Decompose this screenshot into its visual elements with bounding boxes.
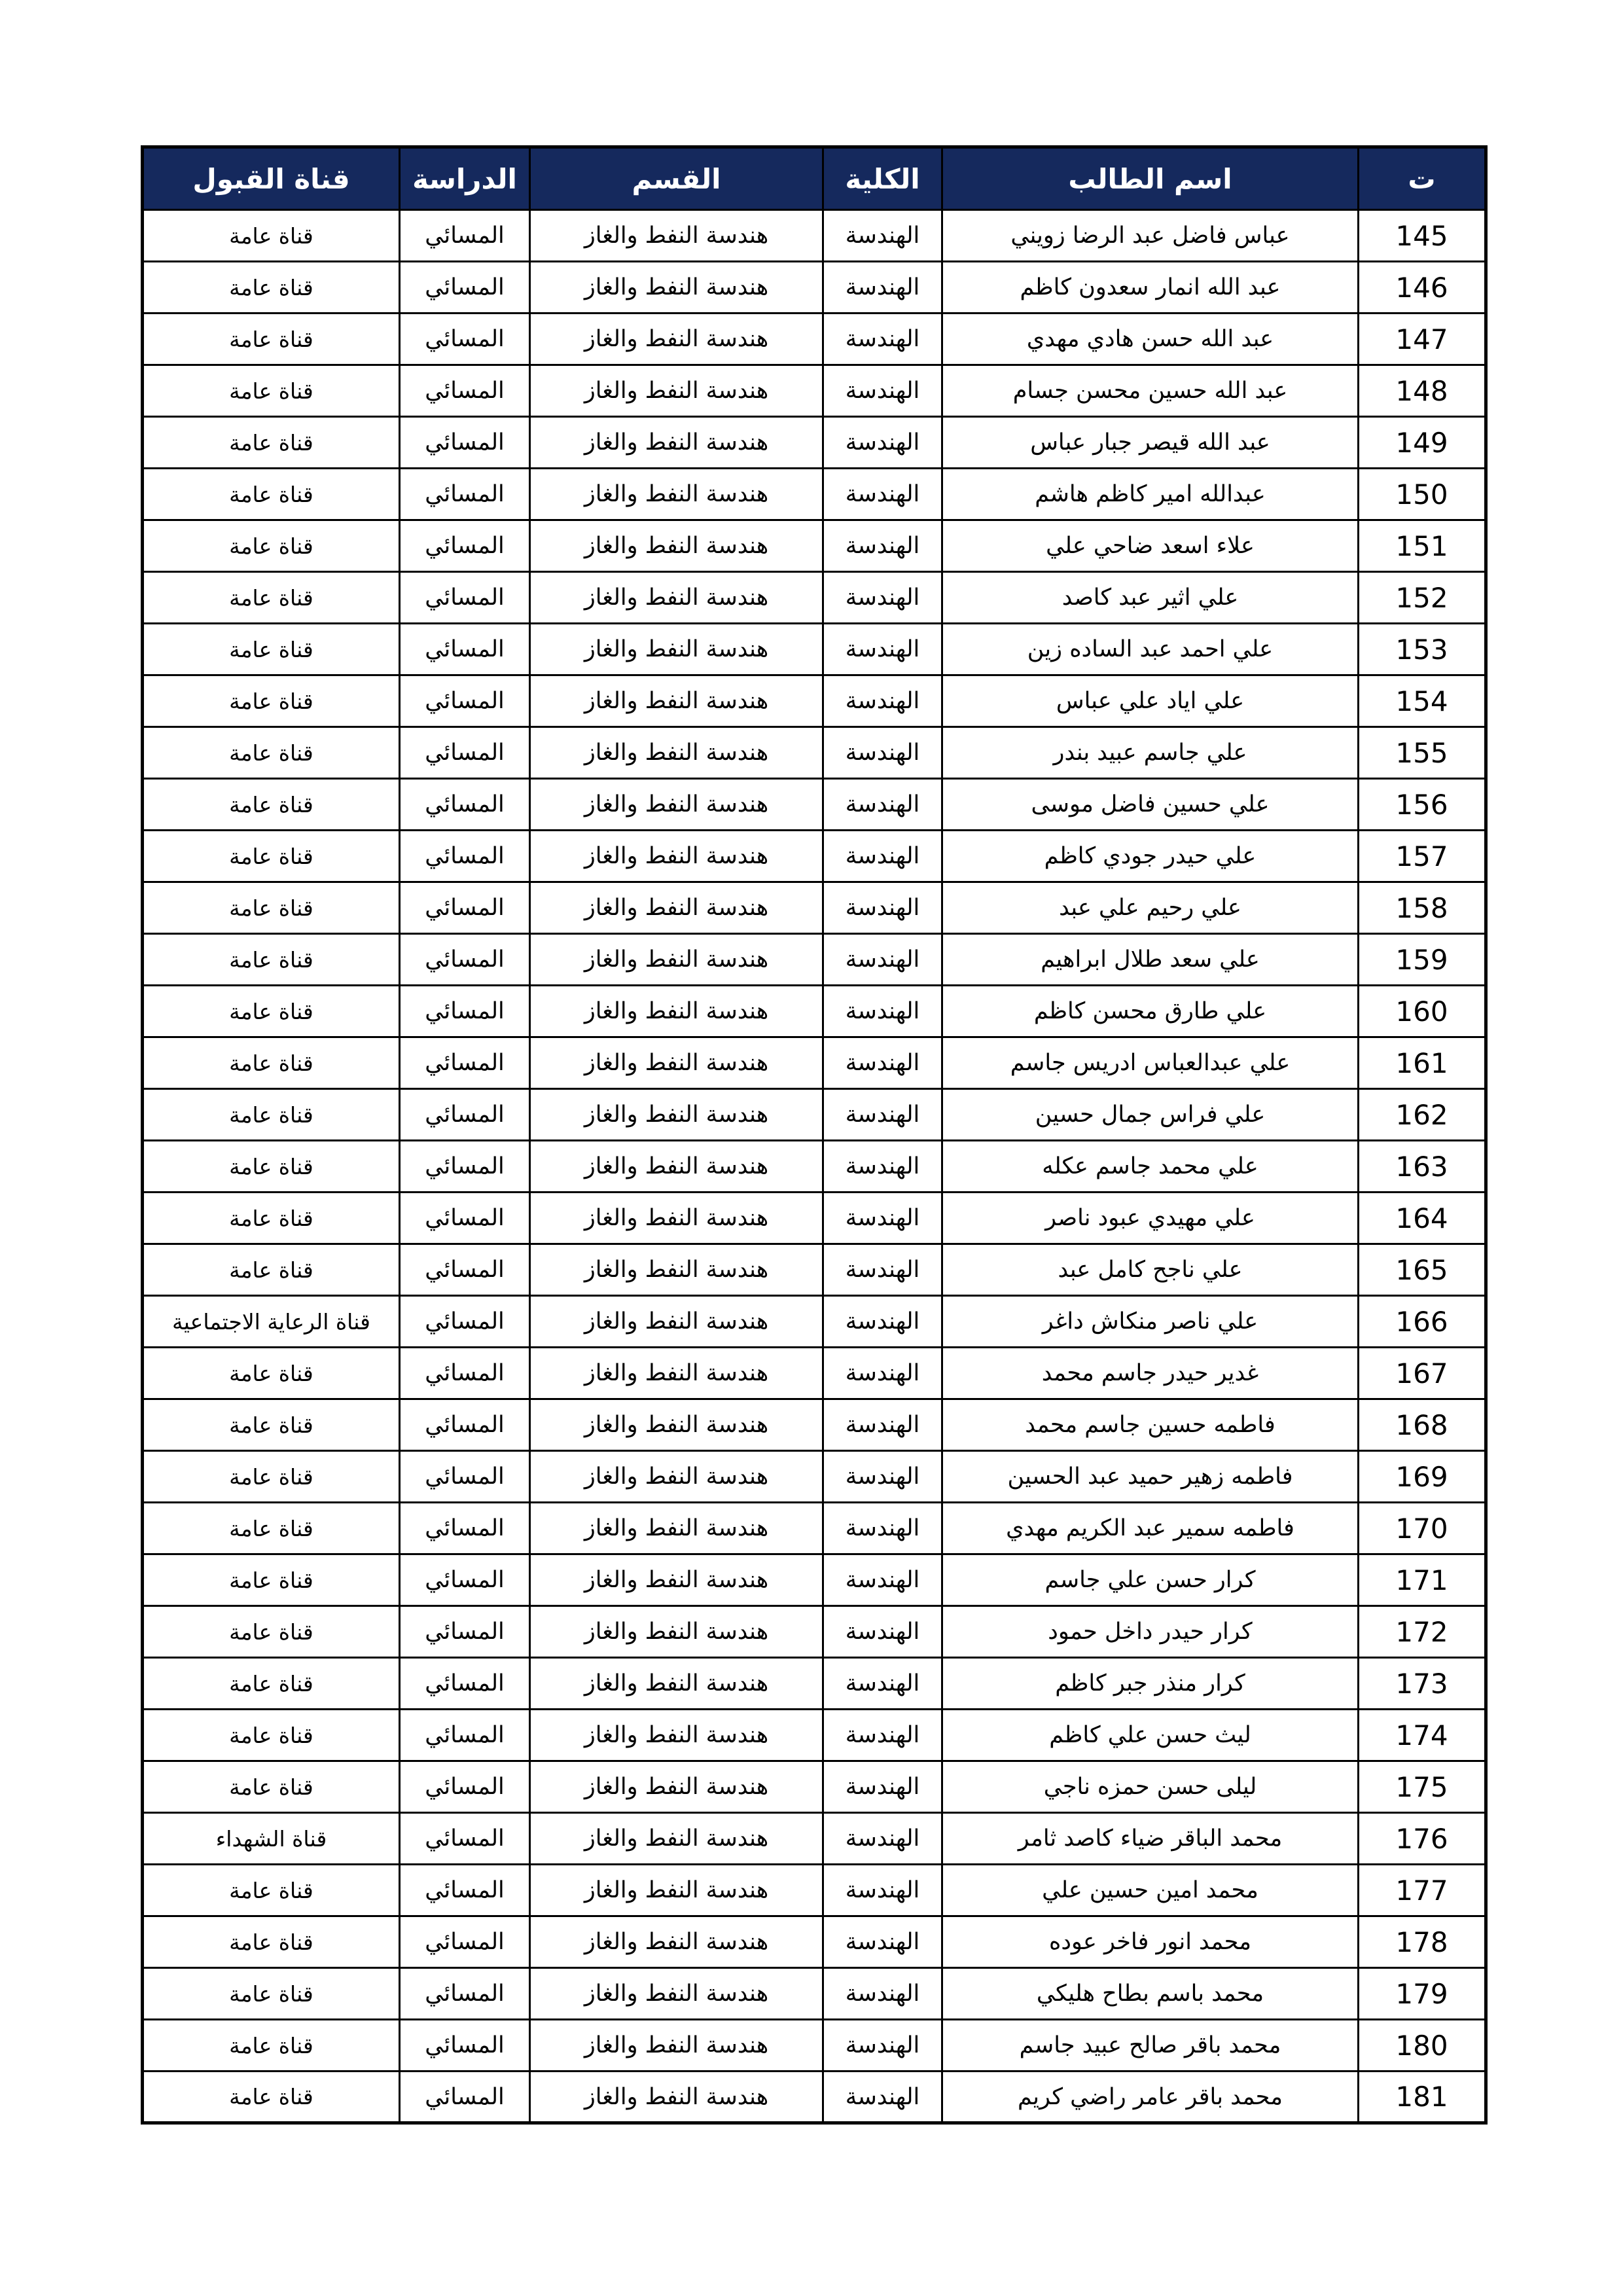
- table-row: [143, 1193, 1486, 1244]
- cell-name: علي جاسم عبيد بندر: [942, 727, 1359, 779]
- cell-study: المسائي: [400, 675, 530, 727]
- cell-name: عباس فاضل عبد الرضا زويني: [942, 210, 1359, 262]
- cell-dept: هندسة النفط والغاز: [530, 1141, 823, 1193]
- table-row: [143, 1503, 1486, 1554]
- cell-college: الهندسة: [823, 365, 942, 417]
- cell-college: الهندسة: [823, 1554, 942, 1606]
- cell-dept: هندسة النفط والغاز: [530, 1089, 823, 1141]
- cell-no: 178: [1359, 1916, 1486, 1968]
- cell-dept: هندسة النفط والغاز: [530, 572, 823, 624]
- cell-college: الهندسة: [823, 1916, 942, 1968]
- document-page: [141, 145, 1484, 2125]
- cell-channel: قناة عامة: [143, 1141, 400, 1193]
- table-row: [143, 210, 1486, 262]
- cell-name: علي اثير عبد كاصد: [942, 572, 1359, 624]
- cell-college: الهندسة: [823, 1037, 942, 1089]
- cell-study: المسائي: [400, 210, 530, 262]
- cell-dept: هندسة النفط والغاز: [530, 1037, 823, 1089]
- cell-college: الهندسة: [823, 1296, 942, 1348]
- cell-college: الهندسة: [823, 882, 942, 934]
- cell-dept: هندسة النفط والغاز: [530, 1399, 823, 1451]
- table-row: [143, 1865, 1486, 1916]
- cell-college: الهندسة: [823, 2020, 942, 2072]
- cell-college: الهندسة: [823, 1710, 942, 1761]
- cell-no: 161: [1359, 1037, 1486, 1089]
- cell-college: الهندسة: [823, 675, 942, 727]
- cell-no: 171: [1359, 1554, 1486, 1606]
- column-header-no: ت: [1359, 147, 1486, 210]
- cell-channel: قناة عامة: [143, 986, 400, 1037]
- cell-study: المسائي: [400, 882, 530, 934]
- table-row: [143, 1813, 1486, 1865]
- cell-channel: قناة عامة: [143, 1865, 400, 1916]
- cell-name: علاء اسعد ضاحي علي: [942, 520, 1359, 572]
- table-row: [143, 986, 1486, 1037]
- cell-name: ليلى حسن حمزه ناجي: [942, 1761, 1359, 1813]
- cell-study: المسائي: [400, 831, 530, 882]
- cell-name: علي عبدالعباس ادريس جاسم: [942, 1037, 1359, 1089]
- cell-college: الهندسة: [823, 1089, 942, 1141]
- cell-dept: هندسة النفط والغاز: [530, 1451, 823, 1503]
- cell-name: علي ناجح كامل عبد: [942, 1244, 1359, 1296]
- table-row: [143, 1399, 1486, 1451]
- table-row: [143, 1089, 1486, 1141]
- cell-no: 148: [1359, 365, 1486, 417]
- cell-channel: قناة عامة: [143, 934, 400, 986]
- cell-study: المسائي: [400, 624, 530, 675]
- cell-no: 155: [1359, 727, 1486, 779]
- cell-study: المسائي: [400, 1813, 530, 1865]
- cell-name: كرار منذر جبر كاظم: [942, 1658, 1359, 1710]
- cell-channel: قناة عامة: [143, 1193, 400, 1244]
- cell-dept: هندسة النفط والغاز: [530, 365, 823, 417]
- cell-name: عبد الله انمار سعدون كاظم: [942, 262, 1359, 314]
- cell-dept: هندسة النفط والغاز: [530, 1193, 823, 1244]
- cell-channel: قناة عامة: [143, 1916, 400, 1968]
- cell-name: علي احمد عبد الساده زين: [942, 624, 1359, 675]
- cell-no: 164: [1359, 1193, 1486, 1244]
- cell-no: 156: [1359, 779, 1486, 831]
- table-row: [143, 520, 1486, 572]
- cell-dept: هندسة النفط والغاز: [530, 727, 823, 779]
- cell-name: كرار حيدر داخل حمود: [942, 1606, 1359, 1658]
- cell-no: 173: [1359, 1658, 1486, 1710]
- cell-study: المسائي: [400, 1865, 530, 1916]
- cell-dept: هندسة النفط والغاز: [530, 2020, 823, 2072]
- table-row: [143, 1761, 1486, 1813]
- cell-college: الهندسة: [823, 1451, 942, 1503]
- cell-dept: هندسة النفط والغاز: [530, 417, 823, 469]
- column-header-dept: القسم: [530, 147, 823, 210]
- cell-college: الهندسة: [823, 2072, 942, 2123]
- cell-name: عبدالله امير كاظم هاشم: [942, 469, 1359, 520]
- cell-no: 154: [1359, 675, 1486, 727]
- cell-channel: قناة الشهداء: [143, 1813, 400, 1865]
- cell-dept: هندسة النفط والغاز: [530, 1244, 823, 1296]
- cell-study: المسائي: [400, 1141, 530, 1193]
- cell-study: المسائي: [400, 365, 530, 417]
- cell-name: محمد الباقر ضياء كاصد ثامر: [942, 1813, 1359, 1865]
- cell-study: المسائي: [400, 1089, 530, 1141]
- cell-college: الهندسة: [823, 1141, 942, 1193]
- cell-name: عبد الله حسن هادي مهدي: [942, 314, 1359, 365]
- cell-college: الهندسة: [823, 934, 942, 986]
- cell-college: الهندسة: [823, 1865, 942, 1916]
- cell-no: 177: [1359, 1865, 1486, 1916]
- cell-college: الهندسة: [823, 986, 942, 1037]
- cell-dept: هندسة النفط والغاز: [530, 1348, 823, 1399]
- cell-study: المسائي: [400, 1503, 530, 1554]
- table-row: [143, 262, 1486, 314]
- cell-no: 147: [1359, 314, 1486, 365]
- cell-channel: قناة عامة: [143, 365, 400, 417]
- cell-name: عبد الله حسين محسن جسام: [942, 365, 1359, 417]
- table-row: [143, 1606, 1486, 1658]
- cell-name: فاطمه زهير حميد عبد الحسين: [942, 1451, 1359, 1503]
- cell-no: 149: [1359, 417, 1486, 469]
- cell-channel: قناة عامة: [143, 1968, 400, 2020]
- cell-name: علي مهيدي عبود ناصر: [942, 1193, 1359, 1244]
- table-row: [143, 1141, 1486, 1193]
- table-row: [143, 1554, 1486, 1606]
- cell-college: الهندسة: [823, 1399, 942, 1451]
- cell-dept: هندسة النفط والغاز: [530, 210, 823, 262]
- cell-no: 167: [1359, 1348, 1486, 1399]
- cell-study: المسائي: [400, 1658, 530, 1710]
- cell-study: المسائي: [400, 1916, 530, 1968]
- table-body: [143, 210, 1486, 2123]
- table-row: [143, 314, 1486, 365]
- cell-study: المسائي: [400, 469, 530, 520]
- cell-study: المسائي: [400, 986, 530, 1037]
- cell-name: علي سعد طلال ابراهيم: [942, 934, 1359, 986]
- cell-no: 151: [1359, 520, 1486, 572]
- cell-college: الهندسة: [823, 624, 942, 675]
- table-row: [143, 469, 1486, 520]
- cell-channel: قناة عامة: [143, 1244, 400, 1296]
- cell-name: علي رحيم علي عبد: [942, 882, 1359, 934]
- cell-study: المسائي: [400, 934, 530, 986]
- cell-college: الهندسة: [823, 1606, 942, 1658]
- cell-name: فاطمه حسين جاسم محمد: [942, 1399, 1359, 1451]
- cell-no: 157: [1359, 831, 1486, 882]
- cell-name: علي اياد علي عباس: [942, 675, 1359, 727]
- cell-no: 172: [1359, 1606, 1486, 1658]
- cell-study: المسائي: [400, 1193, 530, 1244]
- cell-channel: قناة عامة: [143, 262, 400, 314]
- cell-name: عبد الله قيصر جبار عباس: [942, 417, 1359, 469]
- cell-no: 152: [1359, 572, 1486, 624]
- cell-college: الهندسة: [823, 1193, 942, 1244]
- cell-no: 145: [1359, 210, 1486, 262]
- cell-channel: قناة عامة: [143, 1554, 400, 1606]
- cell-dept: هندسة النفط والغاز: [530, 1296, 823, 1348]
- cell-no: 165: [1359, 1244, 1486, 1296]
- cell-dept: هندسة النفط والغاز: [530, 1916, 823, 1968]
- cell-dept: هندسة النفط والغاز: [530, 624, 823, 675]
- cell-channel: قناة عامة: [143, 2020, 400, 2072]
- cell-channel: قناة عامة: [143, 1761, 400, 1813]
- table-row: [143, 624, 1486, 675]
- cell-college: الهندسة: [823, 520, 942, 572]
- cell-channel: قناة عامة: [143, 882, 400, 934]
- cell-channel: قناة عامة: [143, 1399, 400, 1451]
- table-row: [143, 882, 1486, 934]
- table-row: [143, 2020, 1486, 2072]
- cell-college: الهندسة: [823, 1244, 942, 1296]
- cell-channel: قناة عامة: [143, 1658, 400, 1710]
- table-row: [143, 727, 1486, 779]
- cell-study: المسائي: [400, 417, 530, 469]
- cell-study: المسائي: [400, 779, 530, 831]
- cell-college: الهندسة: [823, 210, 942, 262]
- cell-channel: قناة عامة: [143, 1710, 400, 1761]
- cell-study: المسائي: [400, 1399, 530, 1451]
- cell-channel: قناة عامة: [143, 210, 400, 262]
- cell-study: المسائي: [400, 1761, 530, 1813]
- cell-no: 159: [1359, 934, 1486, 986]
- table-row: [143, 831, 1486, 882]
- cell-name: محمد باقر صالح عبيد جاسم: [942, 2020, 1359, 2072]
- cell-dept: هندسة النفط والغاز: [530, 1968, 823, 2020]
- cell-channel: قناة عامة: [143, 727, 400, 779]
- cell-dept: هندسة النفط والغاز: [530, 469, 823, 520]
- cell-name: علي حسين فاضل موسى: [942, 779, 1359, 831]
- cell-dept: هندسة النفط والغاز: [530, 1813, 823, 1865]
- cell-study: المسائي: [400, 2072, 530, 2123]
- cell-no: 158: [1359, 882, 1486, 934]
- cell-study: المسائي: [400, 314, 530, 365]
- cell-study: المسائي: [400, 1606, 530, 1658]
- table-row: [143, 1348, 1486, 1399]
- cell-college: الهندسة: [823, 572, 942, 624]
- cell-study: المسائي: [400, 1968, 530, 2020]
- cell-name: ليث حسن علي كاظم: [942, 1710, 1359, 1761]
- cell-channel: قناة عامة: [143, 520, 400, 572]
- table-row: [143, 2072, 1486, 2123]
- cell-no: 163: [1359, 1141, 1486, 1193]
- cell-study: المسائي: [400, 1554, 530, 1606]
- cell-channel: قناة عامة: [143, 1089, 400, 1141]
- cell-no: 179: [1359, 1968, 1486, 2020]
- cell-name: علي ناصر منكاش داغر: [942, 1296, 1359, 1348]
- cell-study: المسائي: [400, 1451, 530, 1503]
- table-row: [143, 1916, 1486, 1968]
- table-row: [143, 1244, 1486, 1296]
- cell-channel: قناة عامة: [143, 831, 400, 882]
- cell-no: 175: [1359, 1761, 1486, 1813]
- cell-channel: قناة عامة: [143, 1451, 400, 1503]
- cell-no: 174: [1359, 1710, 1486, 1761]
- cell-dept: هندسة النفط والغاز: [530, 675, 823, 727]
- cell-no: 169: [1359, 1451, 1486, 1503]
- table-row: [143, 1037, 1486, 1089]
- cell-name: فاطمه سمير عبد الكريم مهدي: [942, 1503, 1359, 1554]
- cell-name: علي طارق محسن كاظم: [942, 986, 1359, 1037]
- table-row: [143, 1968, 1486, 2020]
- cell-dept: هندسة النفط والغاز: [530, 882, 823, 934]
- cell-dept: هندسة النفط والغاز: [530, 1503, 823, 1554]
- cell-no: 153: [1359, 624, 1486, 675]
- cell-no: 150: [1359, 469, 1486, 520]
- cell-channel: قناة عامة: [143, 675, 400, 727]
- cell-no: 168: [1359, 1399, 1486, 1451]
- cell-channel: قناة الرعاية الاجتماعية: [143, 1296, 400, 1348]
- table-row: [143, 417, 1486, 469]
- table-row: [143, 1710, 1486, 1761]
- cell-dept: هندسة النفط والغاز: [530, 1554, 823, 1606]
- cell-college: الهندسة: [823, 1968, 942, 2020]
- cell-name: كرار حسن علي جاسم: [942, 1554, 1359, 1606]
- cell-channel: قناة عامة: [143, 624, 400, 675]
- table-row: [143, 779, 1486, 831]
- cell-channel: قناة عامة: [143, 1503, 400, 1554]
- cell-study: المسائي: [400, 727, 530, 779]
- cell-channel: قناة عامة: [143, 1037, 400, 1089]
- cell-study: المسائي: [400, 2020, 530, 2072]
- cell-college: الهندسة: [823, 1761, 942, 1813]
- cell-no: 176: [1359, 1813, 1486, 1865]
- cell-channel: قناة عامة: [143, 572, 400, 624]
- cell-name: غدير حيدر جاسم محمد: [942, 1348, 1359, 1399]
- column-header-study: الدراسة: [400, 147, 530, 210]
- cell-channel: قناة عامة: [143, 1348, 400, 1399]
- table-row: [143, 1658, 1486, 1710]
- cell-no: 146: [1359, 262, 1486, 314]
- cell-dept: هندسة النفط والغاز: [530, 934, 823, 986]
- cell-dept: هندسة النفط والغاز: [530, 1710, 823, 1761]
- cell-study: المسائي: [400, 520, 530, 572]
- cell-college: الهندسة: [823, 831, 942, 882]
- cell-study: المسائي: [400, 1037, 530, 1089]
- cell-dept: هندسة النفط والغاز: [530, 1761, 823, 1813]
- cell-college: الهندسة: [823, 1503, 942, 1554]
- cell-dept: هندسة النفط والغاز: [530, 2072, 823, 2123]
- cell-study: المسائي: [400, 1348, 530, 1399]
- cell-college: الهندسة: [823, 779, 942, 831]
- table-row: [143, 1296, 1486, 1348]
- cell-name: محمد باقر عامر راضي كريم: [942, 2072, 1359, 2123]
- cell-channel: قناة عامة: [143, 417, 400, 469]
- cell-dept: هندسة النفط والغاز: [530, 1865, 823, 1916]
- cell-college: الهندسة: [823, 1348, 942, 1399]
- cell-name: محمد امين حسين علي: [942, 1865, 1359, 1916]
- cell-college: الهندسة: [823, 1813, 942, 1865]
- cell-college: الهندسة: [823, 469, 942, 520]
- cell-no: 162: [1359, 1089, 1486, 1141]
- column-header-name: اسم الطالب: [942, 147, 1359, 210]
- cell-channel: قناة عامة: [143, 1606, 400, 1658]
- cell-dept: هندسة النفط والغاز: [530, 314, 823, 365]
- cell-no: 180: [1359, 2020, 1486, 2072]
- students-table: [141, 145, 1488, 2125]
- cell-college: الهندسة: [823, 1658, 942, 1710]
- cell-study: المسائي: [400, 1244, 530, 1296]
- cell-dept: هندسة النفط والغاز: [530, 779, 823, 831]
- cell-study: المسائي: [400, 1296, 530, 1348]
- cell-channel: قناة عامة: [143, 779, 400, 831]
- cell-college: الهندسة: [823, 262, 942, 314]
- cell-college: الهندسة: [823, 314, 942, 365]
- cell-name: علي حيدر جودي كاظم: [942, 831, 1359, 882]
- column-header-college: الكلية: [823, 147, 942, 210]
- cell-dept: هندسة النفط والغاز: [530, 986, 823, 1037]
- table-row: [143, 365, 1486, 417]
- table-row: [143, 1451, 1486, 1503]
- cell-channel: قناة عامة: [143, 2072, 400, 2123]
- cell-dept: هندسة النفط والغاز: [530, 262, 823, 314]
- cell-study: المسائي: [400, 262, 530, 314]
- column-header-channel: قناة القبول: [143, 147, 400, 210]
- cell-dept: هندسة النفط والغاز: [530, 831, 823, 882]
- cell-name: محمد باسم بطاح هليكي: [942, 1968, 1359, 2020]
- cell-no: 160: [1359, 986, 1486, 1037]
- cell-no: 166: [1359, 1296, 1486, 1348]
- table-row: [143, 934, 1486, 986]
- cell-college: الهندسة: [823, 417, 942, 469]
- cell-dept: هندسة النفط والغاز: [530, 1658, 823, 1710]
- cell-dept: هندسة النفط والغاز: [530, 1606, 823, 1658]
- cell-study: المسائي: [400, 572, 530, 624]
- table-row: [143, 572, 1486, 624]
- cell-no: 170: [1359, 1503, 1486, 1554]
- cell-name: علي محمد جاسم عكله: [942, 1141, 1359, 1193]
- cell-name: محمد انور فاخر عوده: [942, 1916, 1359, 1968]
- table-row: [143, 675, 1486, 727]
- cell-college: الهندسة: [823, 727, 942, 779]
- cell-no: 181: [1359, 2072, 1486, 2123]
- cell-channel: قناة عامة: [143, 314, 400, 365]
- cell-study: المسائي: [400, 1710, 530, 1761]
- cell-dept: هندسة النفط والغاز: [530, 520, 823, 572]
- header-row: [143, 147, 1486, 210]
- cell-channel: قناة عامة: [143, 469, 400, 520]
- cell-name: علي فراس جمال حسين: [942, 1089, 1359, 1141]
